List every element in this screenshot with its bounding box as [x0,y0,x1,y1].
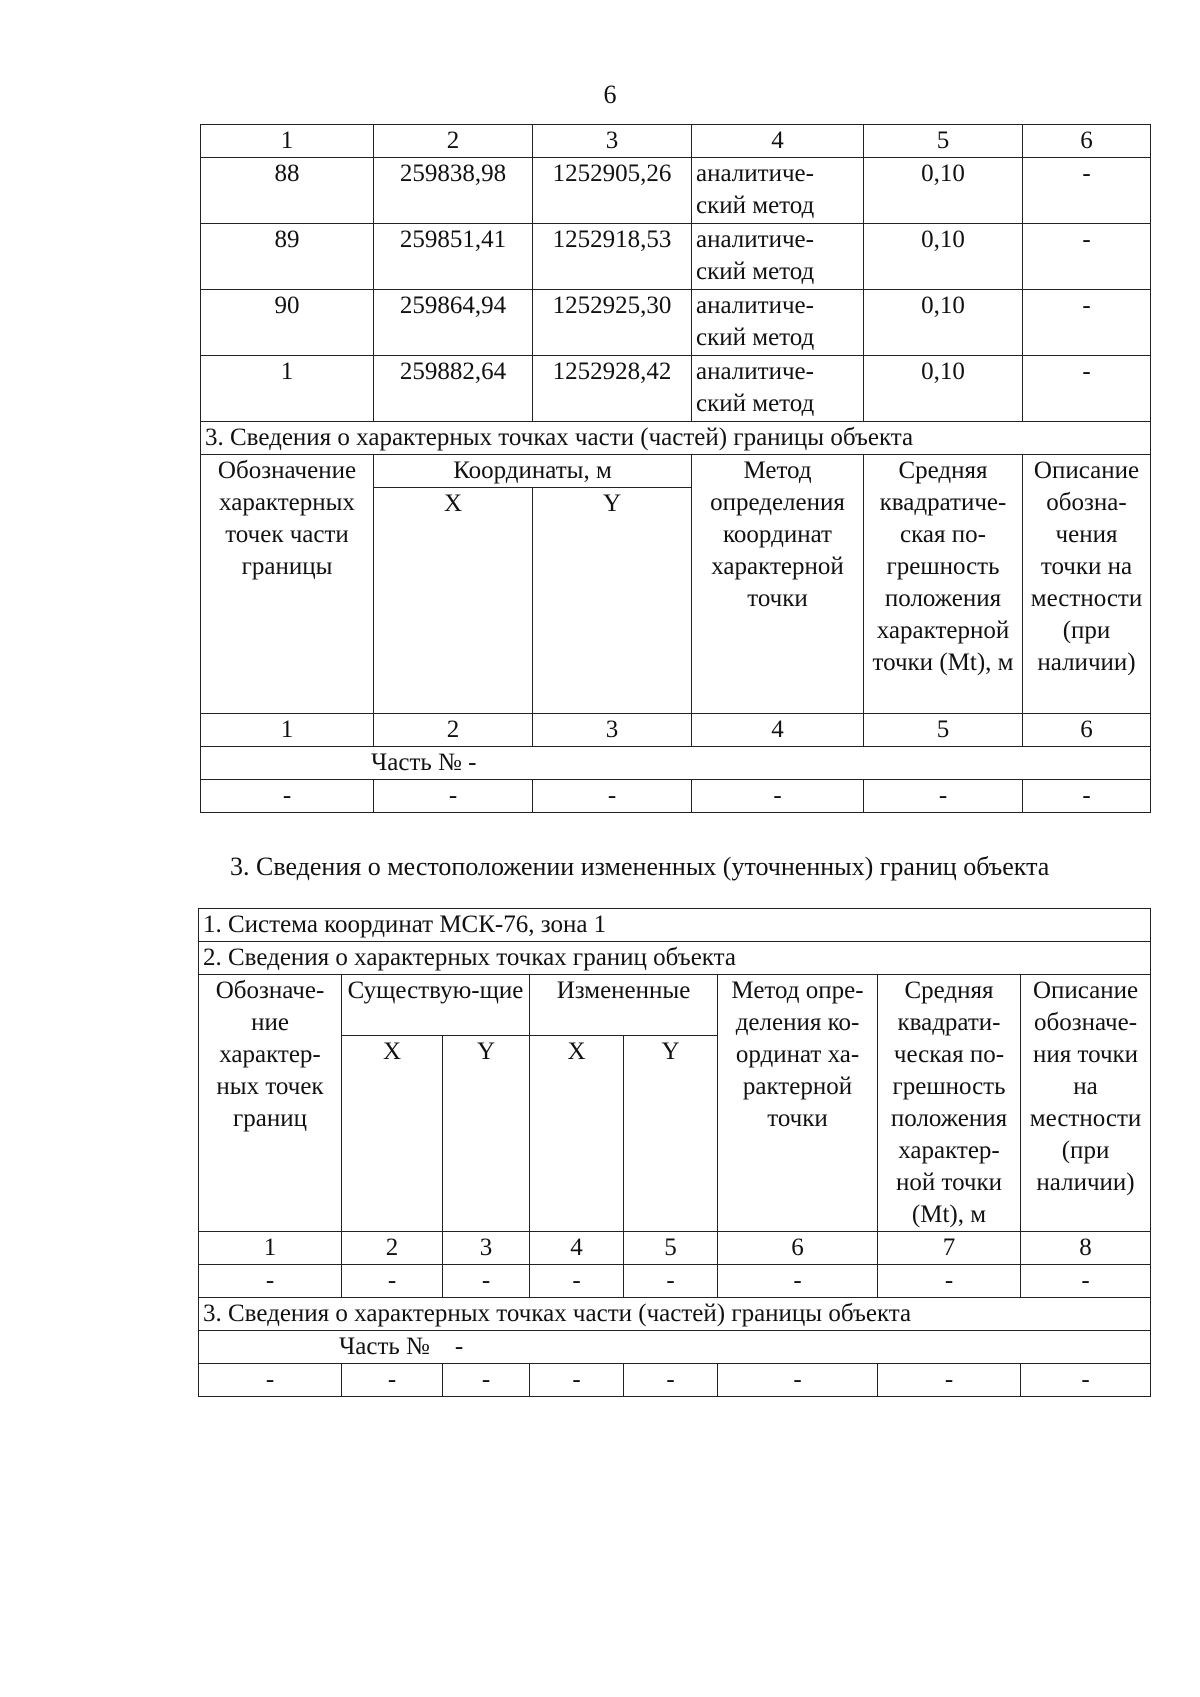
col-number: 6 [1023,714,1151,747]
description: - [1023,158,1151,224]
header-changed-y: Y [624,1036,718,1232]
header-changed: Измененные [530,975,718,1036]
empty-cell: - [718,1364,878,1397]
point-number: 88 [201,158,374,224]
column-number-row [201,125,1151,158]
header-y: Y [533,488,692,714]
empty-cell: - [692,780,864,813]
empty-cell: - [342,1265,443,1298]
empty-cell: - [1021,1364,1151,1397]
empty-cell: - [443,1265,530,1298]
col-number: 6 [718,1232,878,1265]
header-designation: Обозначение характерных точек части границы [201,455,374,714]
header-x: X [374,488,533,714]
col-number: 2 [342,1232,443,1265]
mean-error: 0,10 [864,356,1023,422]
boundary-points-table [200,124,1151,813]
empty-cell: - [201,780,374,813]
col-number: 1 [201,714,374,747]
col-number: 8 [1021,1232,1151,1265]
header-error: Средняя квадратиче-ская по-грешность положения характерной точки (Mt), м [864,455,1023,714]
empty-cell: - [1023,780,1151,813]
col-number: 4 [692,714,864,747]
col-number: 3 [443,1232,530,1265]
point-number: 1 [201,356,374,422]
coord-y: 1252918,53 [533,224,692,290]
col-number: 5 [864,714,1023,747]
method: аналитиче-ский метод [692,356,864,422]
empty-cell: - [199,1364,342,1397]
col-number: 5 [624,1232,718,1265]
coord-x: 259851,41 [374,224,533,290]
method: аналитиче-ский метод [692,290,864,356]
empty-cell: - [718,1265,878,1298]
point-number: 90 [201,290,374,356]
coord-x: 259838,98 [374,158,533,224]
part-label: Часть № - [201,747,1151,780]
col-number: 4 [692,125,864,158]
coord-system-row [199,909,1151,942]
col-number: 1 [199,1232,342,1265]
table-row [201,158,1151,224]
header-error: Средняя квадрати-ческая по-грешность положения характер-ной точки (Mt), м [878,975,1021,1232]
part-row [199,1331,1151,1364]
coord-x: 259882,64 [374,356,533,422]
empty-row [201,780,1151,813]
col-number: 3 [533,125,692,158]
header-method: Метод опре-деления ко-ординат ха-рактерной точки [718,975,878,1232]
coord-system: 1. Система координат МСК-76, зона 1 [199,909,1151,942]
header-existing-x: X [342,1036,443,1232]
mean-error: 0,10 [864,224,1023,290]
coord-x: 259864,94 [374,290,533,356]
header-existing-y: Y [443,1036,530,1232]
parts-heading: 3. Сведения о характерных точках части (частей) границы объекта [201,422,1151,455]
points-heading: 2. Сведения о характерных точках границ объекта [199,942,1151,975]
header-number-row [199,1232,1151,1265]
empty-cell: - [530,1364,624,1397]
page-number: 6 [603,80,617,109]
header-designation: Обозначе-ние характер-ных точек границ [199,975,342,1232]
part-label: Часть № - [199,1331,1151,1364]
col-number: 6 [1023,125,1151,158]
empty-cell: - [624,1364,718,1397]
coord-y: 1252925,30 [533,290,692,356]
col-number: 2 [374,125,533,158]
col-number: 2 [374,714,533,747]
description: - [1023,224,1151,290]
coord-y: 1252905,26 [533,158,692,224]
changed-boundaries-table [198,908,1151,1397]
empty-cell: - [624,1265,718,1298]
section-row [199,942,1151,975]
header-existing: Существую-щие [342,975,530,1036]
col-number: 5 [864,125,1023,158]
header-description: Описание обозна-чения точки на местности (при наличии) [1023,455,1151,714]
coord-y: 1252928,42 [533,356,692,422]
method: аналитиче-ский метод [692,158,864,224]
empty-cell: - [1021,1265,1151,1298]
table-row [201,290,1151,356]
section-row [201,422,1151,455]
part-row [201,747,1151,780]
table-row [201,356,1151,422]
section-3-title: 3. Сведения о местоположении измененных (уточненных) границ объекта [230,852,1050,881]
empty-cell: - [374,780,533,813]
header-method: Метод определения координат характерной точки [692,455,864,714]
header-row [201,455,1151,488]
empty-cell: - [443,1364,530,1397]
method: аналитиче-ский метод [692,224,864,290]
section-row [199,1298,1151,1331]
empty-cell: - [530,1265,624,1298]
header-number-row [201,714,1151,747]
empty-cell: - [199,1265,342,1298]
header-changed-x: X [530,1036,624,1232]
empty-cell: - [864,780,1023,813]
empty-row [199,1265,1151,1298]
col-number: 3 [533,714,692,747]
description: - [1023,356,1151,422]
empty-cell: - [342,1364,443,1397]
point-number: 89 [201,224,374,290]
mean-error: 0,10 [864,290,1023,356]
empty-row [199,1364,1151,1397]
empty-cell: - [878,1265,1021,1298]
description: - [1023,290,1151,356]
header-coords: Координаты, м [374,455,692,488]
parts-heading: 3. Сведения о характерных точках части (частей) границы объекта [199,1298,1151,1331]
mean-error: 0,10 [864,158,1023,224]
header-description: Описание обозначе-ния точки на местности (при наличии) [1021,975,1151,1232]
col-number: 7 [878,1232,1021,1265]
table-row [201,224,1151,290]
header-row [199,975,1151,1036]
empty-cell: - [533,780,692,813]
col-number: 4 [530,1232,624,1265]
col-number: 1 [201,125,374,158]
empty-cell: - [878,1364,1021,1397]
